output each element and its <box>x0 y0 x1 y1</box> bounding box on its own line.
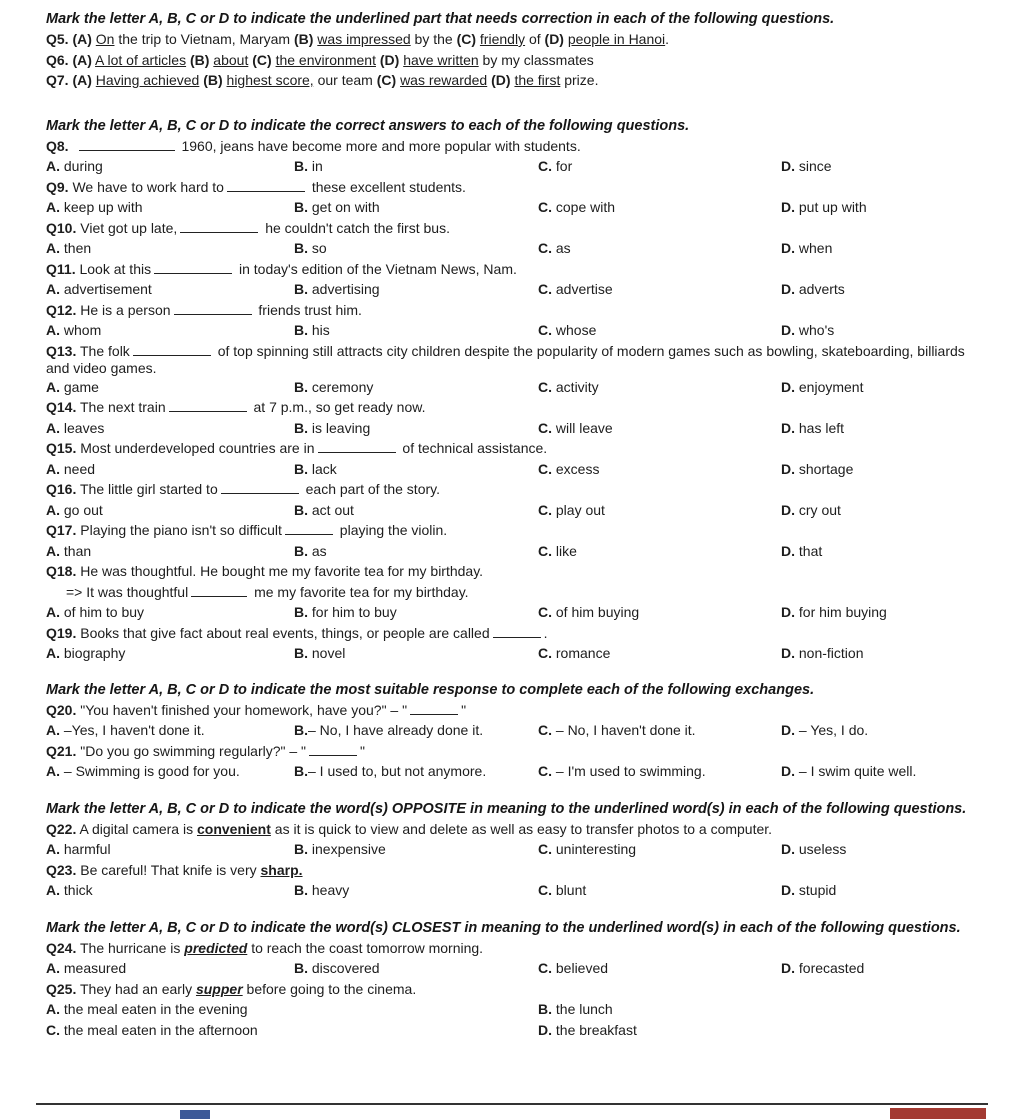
answer-blank <box>169 400 247 412</box>
answer-blank <box>309 744 357 756</box>
options-23: A. thick B. heavy C. blunt D. stupid <box>46 882 837 898</box>
answer-blank <box>285 523 333 535</box>
answer-blank <box>410 703 458 715</box>
options-16: A. go out B. act out C. play out D. cry out <box>46 501 841 518</box>
section-exchanges-title: Mark the letter A, B, C or D to indicate the most suitable response to complete each of the following exchanges. <box>46 681 815 698</box>
options-8: A. during B. in C. for D. since <box>46 158 832 174</box>
answer-blank <box>493 626 541 638</box>
options-19: A. biography B. novel C. romance D. non-fiction <box>46 645 864 661</box>
question-12: Q12. He is a person friends trust him. <box>46 301 362 318</box>
question-24: Q24. The hurricane is predicted to reach the coast tomorrow morning. <box>46 939 484 956</box>
question-17: Q17. Playing the piano isn't so difficult playing the violin. <box>46 522 448 538</box>
question-21: Q21. "Do you go swimming regularly?" – " " <box>46 742 366 759</box>
answer-blank <box>221 482 299 494</box>
options-13: A. game B. ceremony C. activity D. enjoyment <box>46 378 864 395</box>
question-10: Q10. Viet got up late, he couldn't catch the first bus. <box>46 219 450 236</box>
options-21: A. – Swimming is good for you. B.– I used to, but not anymore. C. – I'm used to swimming. D. – I swim quite well. <box>46 763 917 779</box>
question-8: Q8. 1960, jeans have become more and more popular with students. <box>46 137 581 154</box>
answer-blank <box>174 303 252 315</box>
options-22: A. harmful B. inexpensive C. uninteresting D. useless <box>46 841 847 857</box>
options-15: A. need B. lack C. excess D. shortage <box>46 460 854 477</box>
question-18: Q18. He was thoughtful. He bought me my favorite tea for my birthday. <box>46 563 484 579</box>
options-20: A. –Yes, I haven't done it. B.– No, I have already done it. C. – No, I haven't done it. D. – Yes, I do. <box>46 722 869 738</box>
options-12: A. whom B. his C. whose D. who's <box>46 322 835 338</box>
footer-tab-left <box>180 1110 210 1119</box>
question-11: Q11. Look at this in today's edition of the Vietnam News, Nam. <box>46 260 517 277</box>
options-10: A. then B. so C. as D. when <box>46 240 833 256</box>
answer-blank <box>180 221 258 233</box>
question-19: Q19. Books that give fact about real events, things, or people are called . <box>46 624 548 641</box>
worksheet <box>46 10 986 1040</box>
question-18-rewrite: => It was thoughtful me my favorite tea for my birthday. <box>66 583 469 600</box>
answer-blank <box>79 139 175 151</box>
section-opposite-title: Mark the letter A, B, C or D to indicate the word(s) OPPOSITE in meaning to the underlined word(s) in each of the following questions. <box>46 800 967 817</box>
question-13: Q13. The folk of top spinning still attracts city children despite the popularity of modern games such as bowling, skateboarding, billiards and video games. <box>46 342 965 376</box>
answer-blank <box>227 180 305 192</box>
question-25: Q25. They had an early supper before going to the cinema. <box>46 980 417 997</box>
answer-blank <box>318 441 396 453</box>
question-23: Q23. Be careful! That knife is very sharp. <box>46 861 303 878</box>
section-closest-title: Mark the letter A, B, C or D to indicate the word(s) CLOSEST in meaning to the underlined word(s) in each of the following questions. <box>46 919 961 936</box>
answer-blank <box>191 585 247 597</box>
question-7: Q7. (A) Having achieved (B) highest score, our team (C) was rewarded (D) the first prize. <box>46 72 599 88</box>
options-17: A. than B. as C. like D. that <box>46 542 823 559</box>
bottom-divider <box>36 1103 988 1105</box>
answer-blank <box>154 262 232 274</box>
answer-blank <box>133 344 211 356</box>
options-14: A. leaves B. is leaving C. will leave D. has left <box>46 419 845 436</box>
options-11: A. advertisement B. advertising C. advertise D. adverts <box>46 281 845 297</box>
question-16: Q16. The little girl started to each part of the story. <box>46 481 440 497</box>
options-25-row-1: A. the meal eaten in the evening B. the lunch <box>46 1001 613 1017</box>
options-24: A. measured B. discovered C. believed D. forecasted <box>46 960 865 976</box>
options-18: A. of him to buy B. for him to buy C. of him buying D. for him buying <box>46 604 887 620</box>
options-25-row-2: C. the meal eaten in the afternoon D. the breakfast <box>46 1021 637 1038</box>
section-correct-answer-title: Mark the letter A, B, C or D to indicate the correct answers to each of the following questions. <box>46 117 690 134</box>
options-9: A. keep up with B. get on with C. cope with D. put up with <box>46 199 867 215</box>
question-14: Q14. The next train at 7 p.m., so get ready now. <box>46 399 426 415</box>
question-5: Q5. (A) On the trip to Vietnam, Maryam (B) was impressed by the (C) friendly of (D) people in Hanoi. <box>46 31 670 47</box>
question-15: Q15. Most underdeveloped countries are in of technical assistance. <box>46 440 548 456</box>
question-9: Q9. We have to work hard to these excellent students. <box>46 178 466 195</box>
section-error-identification-title: Mark the letter A, B, C or D to indicate the underlined part that needs correction in each of the following questions. <box>46 11 835 27</box>
question-22: Q22. A digital camera is convenient as it is quick to view and delete as well as easy to transfer photos to a computer. <box>46 820 773 837</box>
question-6: Q6. (A) A lot of articles (B) about (C) the environment (D) have written by my classmates <box>46 51 594 68</box>
footer-tab-right <box>890 1108 986 1119</box>
question-20: Q20. "You haven't finished your homework, have you?" – " " <box>46 701 467 718</box>
